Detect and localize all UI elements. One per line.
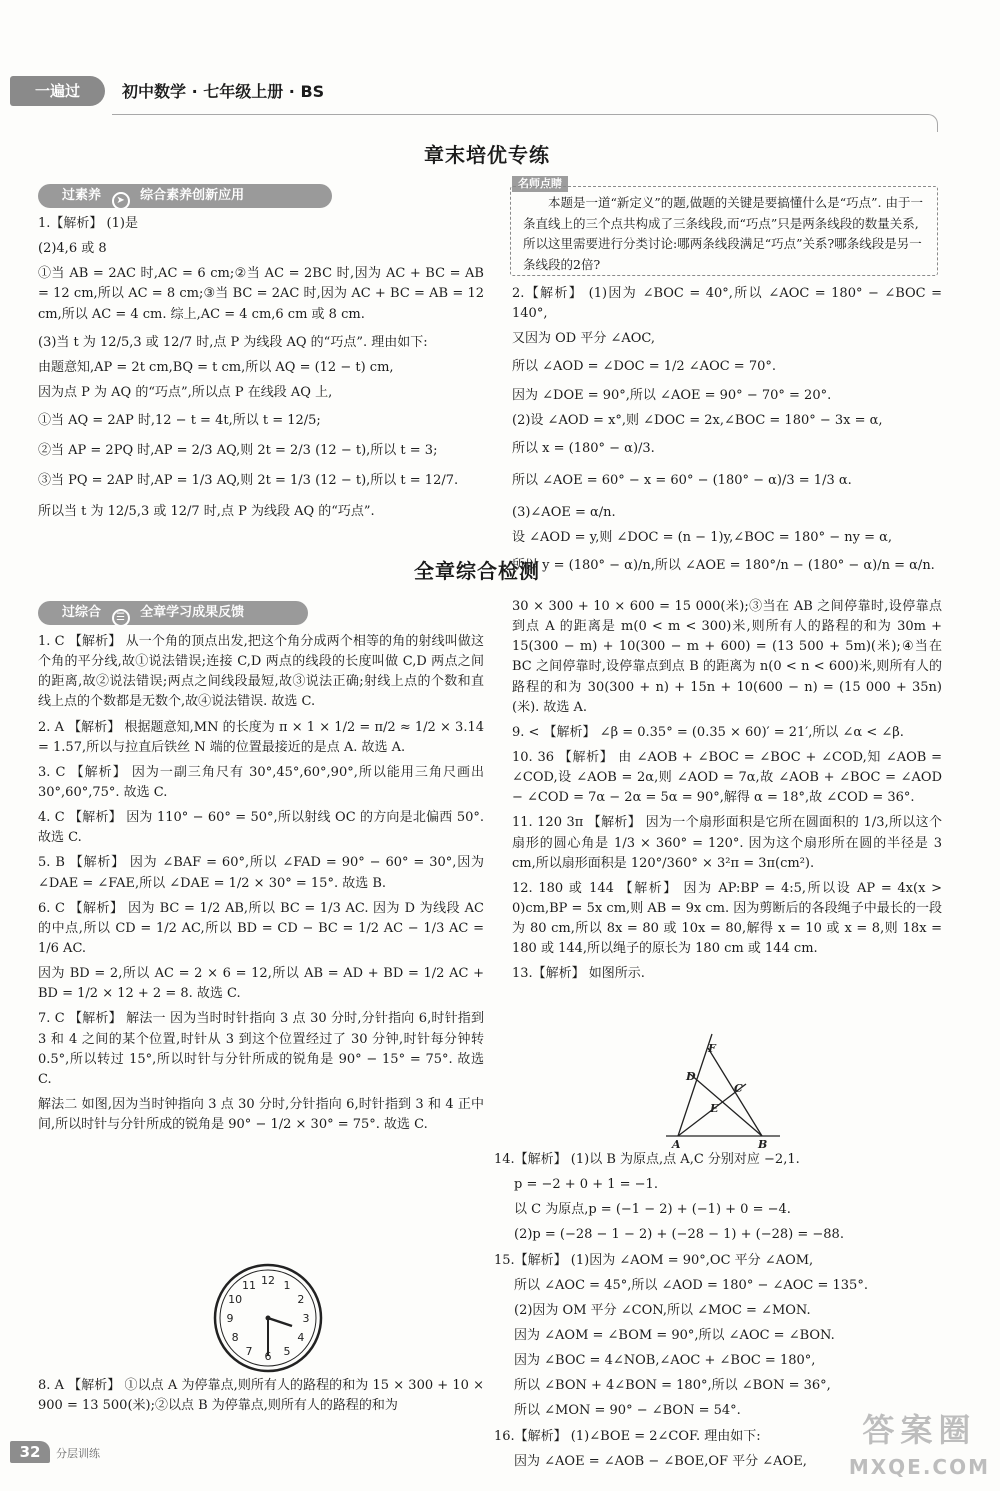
clock-number: 6: [264, 1350, 272, 1363]
clock-number: 3: [302, 1312, 310, 1325]
page-number: 32: [10, 1441, 50, 1463]
hour-hand: [268, 1318, 292, 1326]
answer-line: (2)p = (−28 − 1 − 2) + (−28 − 1) + (−28) = −88.: [514, 1227, 844, 1243]
answer-line: 8. A 【解析】 ①以点 A 为停靠点,则所有人的路程的和为 15 × 300 + 10 × 900 = 13 500(米);②以点 B 为停靠点,则所有人的路程的和为: [38, 1378, 484, 1414]
answer-line: 因为 ∠BOC = 4∠NOB,∠AOC + ∠BOC = 180°,: [514, 1353, 816, 1369]
point-label: D: [686, 1070, 696, 1083]
answer-line: 因为 BD = 2,所以 AC = 2 × 6 = 12,所以 AB = AD + BD = 1/2 AC + BD = 1/2 × 12 + 2 = 8. 故选 C.: [38, 966, 484, 1002]
answer-line: 12. 180 或 144 【解析】 因为 AP:BP = 4:5,所以设 AP = 4x(x > 0)cm,BP = 5x cm,则 AB = 9x cm. 因为剪断后的各段绳子中最长的一段为 80 cm,所以 8x = 80 或 10x = 80,解得 x = 10 或 x = 8,则 18x = 180 或 144,所以绳子的原长为 180 cm 或 144 cm.: [512, 880, 942, 957]
clock-number: 11: [242, 1279, 256, 1293]
answer-line: ①当 AQ = 2AP 时,12 − t = 4t,所以 t = 12/5;: [38, 413, 321, 429]
answer-line: ②当 AP = 2PQ 时,AP = 2/3 AQ,则 2t = 2/3 (12 − t),所以 t = 3;: [38, 443, 438, 459]
watermark: [849, 1406, 990, 1483]
section2-left-column-bottom: [38, 1376, 484, 1421]
answer-line: 所以 ∠AOC = 45°,所以 ∠AOD = 180° − ∠AOC = 135°.: [514, 1277, 868, 1293]
answer-line: 所以 ∠AOE = 60° − x = 60° − (180° − α)/3 = 1/3 α.: [512, 472, 852, 488]
answer-line: ①当 AB = 2AC 时,AC = 6 cm;②当 AC = 2BC 时,因为 AC + BC = AB = 12 cm,所以 AC = 8 cm;③当 BC = 2AC 时,因为 AC + BC = AB = 12 cm,所以 AC = 4 cm. 综上,AC = 4 cm,6 cm 或 8 cm.: [38, 266, 484, 322]
answer-line: (3)当 t 为 12/5,3 或 12/7 时,点 P 为线段 AQ 的“巧点”. 理由如下:: [38, 334, 428, 350]
answer-line: 1.【解析】 (1)是: [38, 216, 138, 231]
answer-line: 以 C 为原点,p = (−1 − 2) + (−1) + 0 = −4.: [514, 1202, 791, 1218]
section2-right-column: [512, 597, 942, 990]
answer-line: 1. C 【解析】 从一个角的顶点出发,把这个角分成两个相等的角的射线叫做这个角的平分线,故①说法错误;连接 C,D 两点的线段的长度叫做 C,D 两点之间的距离,故②说法错误;两点之间线段最短,故③说法正确;射线上点的个数和直线上点的个数都是无数个,故④说法错误. 故选 C.: [38, 634, 484, 710]
clock-number: 4: [297, 1331, 305, 1344]
answer-line: (2)因为 OM 平分 ∠CON,所以 ∠MOC = ∠MON.: [514, 1302, 811, 1318]
answer-line: 2.【解析】 (1)因为 ∠BOC = 40°,所以 ∠AOC = 180° − ∠BOC = 140°,: [512, 286, 942, 322]
tag-label: 过素养: [62, 188, 102, 203]
answer-line: 所以 x = (180° − α)/3.: [512, 440, 655, 456]
answer-line: p = −2 + 0 + 1 = −1.: [514, 1177, 658, 1193]
answer-line: 又因为 OD 平分 ∠AOC,: [512, 331, 656, 347]
answer-line: (3)∠AOE = α/n.: [512, 505, 616, 521]
answer-line: 4. C 【解析】 因为 110° − 60° = 50°,所以射线 OC 的方向是北偏西 50°. 故选 C.: [38, 810, 484, 846]
list-icon: ☰: [112, 609, 130, 627]
clock-number: 9: [226, 1312, 234, 1325]
clock-number: 10: [228, 1293, 243, 1306]
answer-line: 所以 ∠AOD = ∠DOC = 1/2 ∠AOC = 70°.: [512, 359, 776, 375]
point-label: A: [672, 1138, 681, 1150]
paper-plane-icon: ➤: [112, 192, 130, 210]
answer-line: 由题意知,AP = 2t cm,BQ = t cm,所以 AQ = (12 − t) cm,: [38, 359, 394, 375]
answer-line: 16.【解析】 (1)∠BOE = 2∠COF. 理由如下:: [494, 1428, 761, 1444]
point-label: E: [710, 1102, 719, 1115]
answer-line: 设 ∠AOD = y,则 ∠DOC = (n − 1)y,∠BOC = 180° − ny = α,: [512, 530, 893, 546]
tip-label: 名师点睛: [512, 176, 568, 192]
answer-line: 因为 ∠AOM = ∠BOM = 90°,所以 ∠AOC = ∠BON.: [514, 1327, 835, 1343]
tag-label: 过综合: [62, 605, 102, 620]
answer-line: 9. < 【解析】 ∠β = 0.35° = (0.35 × 60)′ = 21′,所以 ∠α < ∠β.: [512, 724, 904, 740]
section-title-1: 章末培优专练: [424, 143, 550, 167]
answer-line: 30 × 300 + 10 × 600 = 15 000(米);③当在 AB 之间停靠时,设停靠点到点 A 的距离是 m(0 < m < 300)米,则所有人的路程的和为 30m + 15(300 − m) + 10(300 − m + 600) = (13 500 + 5m)(米);④当在 BC 之间停靠时,设停靠点到点 B 的距离为 n(0 < n < 600)米,则所有人的路程的和为 30(300 + n) + 15n + 10(600 − n) = (15 000 + 35n)(米). 故选 A.: [512, 599, 942, 715]
clock-number: 2: [297, 1293, 305, 1306]
answer-line: 6. C 【解析】 因为 BC = 1/2 AB,所以 BC = 1/3 AC. 因为 D 为线段 AC 的中点,所以 CD = 1/2 AC,所以 BD = CD − BC = 1/2 AC − 1/3 AC = 1/6 AC.: [38, 900, 484, 956]
point-label: C: [734, 1082, 743, 1095]
answer-line: 所以 y = (180° − α)/n,所以 ∠AOE = 180°/n − (180° − α)/n = α/n.: [512, 558, 935, 574]
clock-number: 7: [245, 1344, 253, 1358]
answer-line: (2)4,6 或 8: [38, 241, 107, 257]
book-title: 初中数学 · 七年级上册 · BS: [122, 82, 325, 101]
section-tag-2: [38, 601, 308, 625]
point-label: F: [708, 1042, 716, 1055]
answer-line: 15.【解析】 (1)因为 ∠AOM = 90°,OC 平分 ∠AOM,: [494, 1252, 814, 1268]
answer-line: 5. B 【解析】 因为 ∠BAF = 60°,所以 ∠FAD = 90° − 60° = 30°,因为 ∠DAE = ∠FAE,所以 ∠DAE = 1/2 × 30° = 15°. 故选 B.: [38, 855, 484, 891]
answer-line: ③当 PQ = 2AP 时,AP = 1/3 AQ,则 2t = 1/3 (12 − t),所以 t = 12/7.: [38, 473, 459, 489]
watermark-en: MXQE.COM: [848, 1454, 990, 1479]
clock-number: 8: [231, 1331, 239, 1344]
section-tag-1: [38, 184, 332, 208]
answer-line: 11. 120 3π 【解析】 因为一个扇形面积是它所在圆面积的 1/3,所以这个扇形的圆心角是 1/3 × 360° = 120°. 因为这个扇形所在圆的半径是 3 cm,所以扇形面积是 120°/360° × 3²π = 3π(cm²).: [512, 815, 942, 871]
answer-line: 因为 ∠DOE = 90°,所以 ∠AOE = 90° − 70° = 20°.: [512, 387, 832, 403]
tip-box: 本题是一道“新定义”的题,做题的关键是要搞懂什么是“巧点”. 由于一条直线上的三个点共构成了三条线段,而“巧点”只是两条线段的数量关系,所以这里需要进行分类讨论:哪两条线段满足“巧点”关系?哪条线段是另一条线段的2倍?: [510, 186, 938, 276]
tag-subtitle: 全章学习成果反馈: [140, 605, 245, 620]
point-label: B: [758, 1138, 768, 1150]
answer-line: 所以当 t 为 12/5,3 或 12/7 时,点 P 为线段 AQ 的“巧点”.: [38, 503, 375, 519]
clock-number: 12: [261, 1274, 275, 1287]
clock-figure: [212, 1262, 324, 1374]
answer-line: 所以 ∠BON + 4∠BON = 180°,所以 ∠BON = 36°,: [514, 1378, 831, 1394]
section1-left-column: [38, 214, 484, 527]
page-header: [0, 72, 1000, 110]
answer-line: 7. C 【解析】 解法一 因为当时时针指向 3 点 30 分时,分针指向 6,时针指到 3 和 4 之间的某个位置,时针从 3 到这个位置经过了 30 分钟,时针每分钟转 0.5°,所以转过 15°,所以时针与分针所成的锐角是 90° − 15° = 75°. 故选 C.: [38, 1011, 484, 1087]
header-rule: [112, 114, 938, 132]
answer-line: 所以 ∠MON = 90° − ∠BON = 54°.: [514, 1403, 741, 1419]
watermark-cn: 答案圈: [862, 1411, 977, 1449]
geometry-figure: [664, 1030, 784, 1150]
brand-logo: 一遍过: [10, 76, 105, 106]
answer-line: 2. A 【解析】 根据题意知,MN 的长度为 π × 1 × 1/2 = π/2 ≈ 1/2 × 3.14 = 1.57,所以与拉直后铁丝 N 端的位置最接近的是点 A. 故选 A.: [38, 719, 484, 755]
answer-line: 14.【解析】 (1)以 B 为原点,点 A,C 分别对应 −2,1.: [494, 1152, 800, 1167]
answer-line: 因为 ∠AOE = ∠AOB − ∠BOE,OF 平分 ∠AOE,: [514, 1453, 807, 1469]
answer-line: (2)设 ∠AOD = x°,则 ∠DOC = 2x,∠BOC = 180° − 3x = α,: [512, 412, 883, 428]
answer-line: 13.【解析】 如图所示.: [512, 966, 645, 982]
answer-line: 因为点 P 为 AQ 的“巧点”,所以点 P 在线段 AQ 上,: [38, 384, 333, 400]
clock-number: 1: [283, 1279, 291, 1293]
footer-label: 分层训练: [56, 1447, 100, 1460]
section2-left-column: [38, 632, 484, 1140]
answer-line: 3. C 【解析】 因为一副三角尺有 30°,45°,60°,90°,所以能用三角尺画出 30°,60°,75°. 故选 C.: [38, 764, 484, 800]
tag-subtitle: 综合素养创新应用: [140, 188, 245, 203]
section1-right-column: [512, 284, 942, 582]
answer-line: 10. 36 【解析】 由 ∠AOB + ∠BOC = ∠BOC + ∠COD,知 ∠AOB = ∠COD,设 ∠AOB = 2α,则 ∠AOD = 7α,故 ∠AOB + ∠BOC = ∠AOD − ∠COD = 7α − 2α = 5α = 90°,解得 α = 18°,故 ∠COD = 36°.: [512, 749, 942, 806]
answer-line: 解法二 如图,因为当时钟指向 3 点 30 分时,分针指向 6,时针指到 3 和 4 正中间,所以时针与分针所成的锐角是 90° − 1/2 × 30° = 75°. 故选 C.: [38, 1096, 484, 1133]
section-title-2: 全章综合检测: [414, 559, 540, 583]
clock-number: 5: [283, 1344, 291, 1358]
